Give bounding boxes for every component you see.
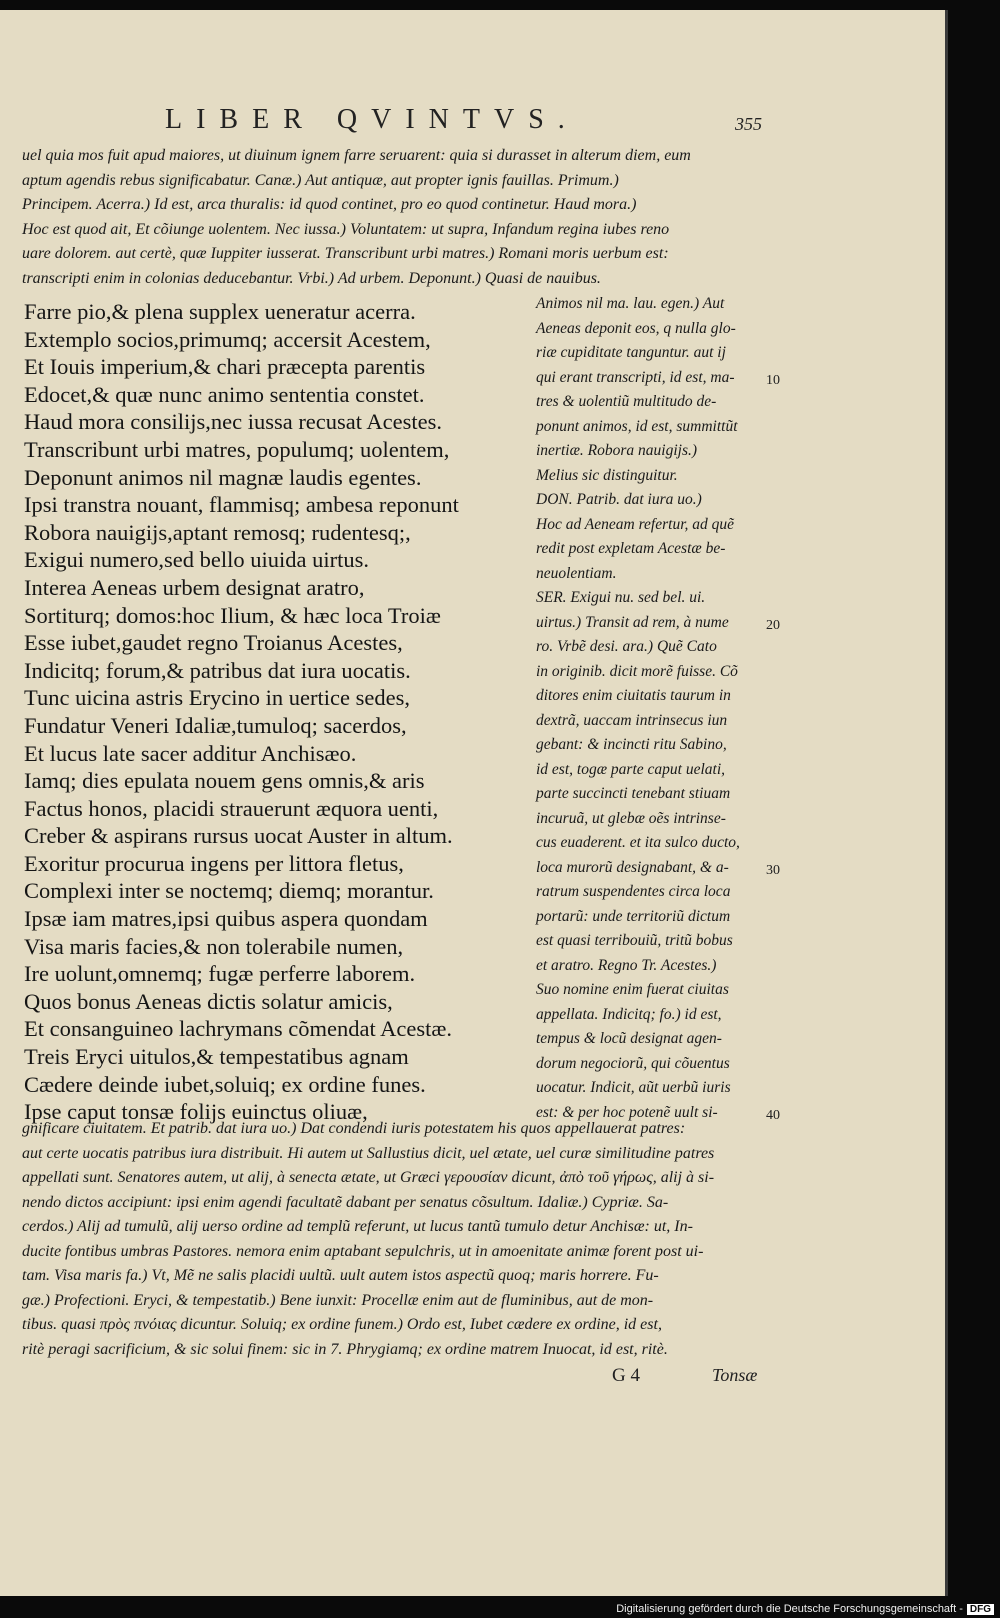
side-line: Hoc ad Aeneam refertur, ad quẽ	[536, 515, 735, 533]
commentary-line: appellati sunt. Senatores autem, ut alij, à senecta ætate, ut Græci γερουσίαν dicunt, ἀπὸ τοῦ γήρως, alij à si-	[22, 1169, 715, 1186]
verse-line: Exoritur procurua ingens per littora fletus,	[24, 850, 404, 876]
verse-line: Quos bonus Aeneas dictis solatur amicis,	[24, 988, 393, 1014]
side-line: dextrã, uaccam intrinsecus iun	[536, 711, 728, 729]
side-line: ratrum suspendentes circa loca	[536, 883, 731, 900]
verse-line: Esse iubet,gaudet regno Troianus Acestes,	[24, 630, 403, 656]
side-line: redit post expletam Acestæ be-	[536, 540, 726, 557]
signature-mark: G 4	[612, 1365, 640, 1386]
line-number: 10	[766, 373, 780, 388]
commentary-line: aut certe uocatis patribus iura distribuit. Hi autem ut Sallustius dicit, uel ætate, uel curæ similitudine patres	[22, 1144, 715, 1162]
footer-text: Digitalisierung gefördert durch die Deutsche Forschungsgemeinschaft -	[616, 1603, 963, 1615]
line-number: 30	[766, 863, 780, 878]
verse-line: Et consanguineo lachrymans cõmendat Acestæ.	[24, 1016, 453, 1042]
verse-line: Indicitq; forum,& patribus dat iura uocatis.	[24, 657, 411, 683]
side-line: Animos nil ma. lau. egen.) Aut	[536, 295, 725, 312]
commentary-top	[22, 144, 782, 291]
side-line: appellata. Indicitq; fo.) id est,	[536, 1005, 722, 1023]
side-line: et aratro. Regno Tr. Acestes.)	[536, 956, 717, 974]
commentary-line: tam. Visa maris fa.) Vt, Mẽ ne salis placidi uultũ. uult autem istos aspectũ quoq; maris horrere. Fu-	[22, 1267, 659, 1284]
verse-line: Complexi inter se noctemq; diemq; morantur.	[24, 878, 434, 904]
verse-line: Transcribunt urbi matres, populumq; uolentem,	[24, 436, 450, 462]
line-number: 40	[766, 1108, 780, 1123]
commentary-line: gæ.) Profectioni. Eryci, & tempestatib.) Bene iunxit: Procellæ enim aut de fluminibus, aut de mon-	[22, 1291, 654, 1309]
side-commentary	[536, 292, 776, 1125]
side-line: Suo nomine enim fuerat ciuitas	[536, 981, 729, 998]
side-line: Aeneas deponit eos, q nulla glo-	[536, 319, 736, 337]
verse-line: Cædere deinde iubet,soluiq; ex ordine funes.	[24, 1071, 426, 1097]
verse-line: Creber & aspirans rursus uocat Auster in altum.	[24, 823, 453, 849]
side-line: SER. Exigui nu. sed bel. ui.	[536, 589, 706, 606]
side-line: cus euaderent. et ita sulco ducto,	[536, 834, 740, 851]
commentary-line: uare dolorem. aut certè, quæ Iuppiter iusserat. Transcribunt urbi matres.) Romani moris uerbum est:	[22, 245, 669, 262]
book-page	[0, 10, 948, 1596]
side-line: DON. Patrib. dat iura uo.)	[536, 491, 702, 508]
verse-line: Ipsi transtra nouant, flammisq; ambesa reponunt	[24, 492, 459, 518]
verse-line: Visa maris facies,& non tolerabile numen,	[24, 933, 404, 959]
side-line: est: & per hoc potenẽ uult si-	[536, 1103, 718, 1121]
side-line: id est, togæ parte caput uelati,	[536, 760, 725, 778]
verse-line: Et Iouis imperium,& chari præcepta parentis	[24, 354, 426, 380]
side-line: Melius sic distinguitur.	[536, 466, 678, 484]
side-line: gebant: & incincti ritu Sabino,	[536, 736, 727, 753]
side-line: in originib. dicit morẽ fuisse. Cõ	[536, 662, 738, 680]
side-line: loca murorũ designabant, & a-	[536, 858, 729, 876]
commentary-line: aptum agendis rebus significabatur. Canæ.) Aut antiquæ, aut propter ignis fauillas. Primum.)	[22, 171, 619, 189]
line-number: 20	[766, 618, 780, 633]
verse-line: Interea Aeneas urbem designat aratro,	[24, 574, 365, 600]
side-line: inertiæ. Robora nauigijs.)	[536, 442, 698, 459]
side-line: tempus & locũ designat agen-	[536, 1030, 722, 1047]
side-line: qui erant transcripti, id est, ma-	[536, 368, 735, 386]
verse-line: Et lucus late sacer additur Anchisæo.	[24, 740, 357, 766]
verse-line: Deponunt animos nil magnæ laudis egentes.	[24, 464, 422, 490]
commentary-line: tibus. quasi πρὸς πνόιας dicuntur. Soluiq; ex ordine funem.) Ordo est, Iubet cædere ex ordine, id est,	[22, 1316, 662, 1333]
side-line: ditores enim ciuitatis taurum in	[536, 687, 731, 704]
verse-line: Edocet,& quæ nunc animo sententia constet.	[24, 381, 425, 407]
page-number: 355	[735, 114, 762, 134]
side-line: riæ cupiditate tanguntur. aut ij	[536, 344, 726, 361]
commentary-line: uel quia mos fuit apud maiores, ut diuinum ignem farre seruarent: quia si durasset in alterum diem, eum	[22, 147, 691, 164]
verse-line: Ipsæ iam matres,ipsi quibus aspera quondam	[24, 906, 428, 932]
verse-line: Ipse caput tonsæ folijs euinctus oliuæ,	[24, 1099, 368, 1125]
commentary-line: ducite fontibus umbras Pastores. nemora enim aptabant sepulchris, ut in amoenitate animæ forent post ui-	[22, 1242, 704, 1260]
verse-line: Exigui numero,sed bello uiuida uirtus.	[24, 547, 369, 573]
verse-line: Extemplo socios,primumq; accersit Acestem,	[24, 326, 431, 352]
catchword: Tonsæ	[712, 1365, 758, 1385]
commentary-line: Principem. Acerra.) Id est, arca thuralis: id quod continet, pro eo quod continetur. Haud mora.)	[22, 196, 637, 213]
verse-block	[24, 298, 534, 1126]
side-line: parte succincti tenebant stiuam	[536, 785, 731, 802]
side-line: incuruã, ut glebæ oẽs intrinse-	[536, 809, 726, 827]
verse-line: Factus honos, placidi strauerunt æquora uenti,	[24, 795, 439, 821]
side-line: dorum negociorũ, qui cõuentus	[536, 1054, 730, 1072]
digitization-footer	[616, 1603, 994, 1615]
commentary-bottom	[22, 1117, 792, 1362]
commentary-line: cerdos.) Alij ad tumulũ, alij uerso ordine ad templũ referunt, ut lucus tantũ tumulo detur Anchisæ: ut, In-	[22, 1218, 693, 1235]
commentary-line: ritè peragi sacrificium, & sic solui finem: sic in 7. Phrygiamq; ex ordine matrem Inuocat, id est, ritè.	[22, 1340, 668, 1358]
dfg-logo: DFG	[967, 1604, 994, 1615]
side-line: neuolentiam.	[536, 564, 617, 582]
commentary-line: Hoc est quod ait, Et cõiunge uolentem. Nec iussa.) Voluntatem: ut supra, Infandum regina iubes reno	[22, 220, 670, 238]
commentary-line: transcripti enim in colonias deducebantur. Vrbi.) Ad urbem. Deponunt.) Quasi de nauibus.	[22, 269, 601, 287]
verse-line: Tunc uicina astris Erycino in uertice sedes,	[24, 685, 410, 711]
side-line: tres & uolentiũ multitudo de-	[536, 393, 717, 410]
side-line: uocatur. Indicit, aũt uerbũ iuris	[536, 1079, 731, 1096]
verse-line: Iamq; dies epulata nouem gens omnis,& aris	[24, 768, 425, 794]
verse-line: Farre pio,& plena supplex ueneratur acerra.	[24, 299, 416, 324]
side-line: uirtus.) Transit ad rem, à nume	[536, 613, 729, 631]
commentary-line: gnificare ciuitatem. Et patrib. dat iura uo.) Dat condendi iuris potestatem his quos appellauerat patres:	[22, 1120, 686, 1137]
side-line: portarũ: unde territoriũ dictum	[536, 907, 731, 925]
verse-line: Ire uolunt,omnemq; fugæ perferre laborem.	[24, 961, 416, 987]
verse-line: Haud mora consilijs,nec iussa recusat Acestes.	[24, 409, 443, 435]
verse-line: Sortiturq; domos:hoc Ilium, & hæc loca Troiæ	[24, 602, 441, 628]
side-line: ponunt animos, id est, summittũt	[536, 417, 738, 435]
verse-line: Fundatur Veneri Idaliæ,tumuloq; sacerdos,	[24, 712, 407, 738]
side-line: est quasi terribouiũ, tritũ bobus	[536, 932, 733, 949]
commentary-line: nendo dictos accipiunt: ipsi enim agendi facultatẽ dabant per senatus cõsultum. Idaliæ.) Cypriæ. Sa-	[22, 1193, 669, 1211]
side-line: ro. Vrbẽ desi. ara.) Quẽ Cato	[536, 638, 717, 655]
verse-line: Treis Eryci uitulos,& tempestatibus agnam	[24, 1044, 409, 1070]
verse-line: Robora nauigijs,aptant remosq; rudentesq;,	[24, 519, 411, 545]
running-title: LIBER QVINTVS.	[165, 104, 579, 135]
